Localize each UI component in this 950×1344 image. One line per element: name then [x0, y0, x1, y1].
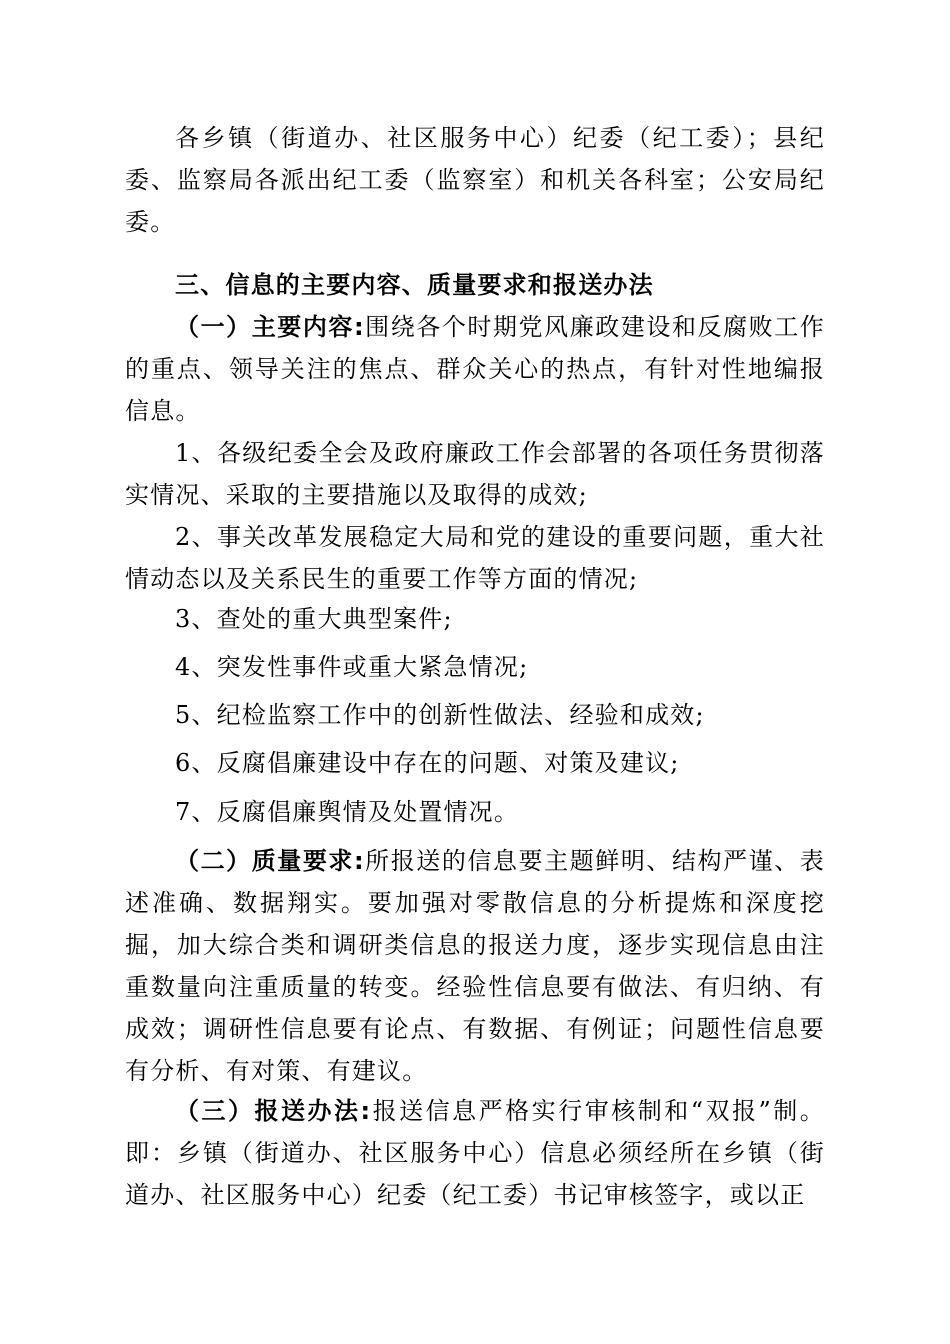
subsection-reporting-method: [125, 1090, 825, 1216]
section-heading-3: 三、信息的主要内容、质量要求和报送办法: [175, 271, 654, 299]
list-item-4: 4、突发性事件或重大紧急情况;: [175, 653, 529, 681]
recipients-paragraph: 各乡镇（街道办、社区服务中心）纪委（纪工委）；县纪委、监察局各派出纪工委（监察室）和机关各科室；公安局纪委。: [125, 124, 825, 236]
list-item-3: 3、查处的重大典型案件;: [175, 605, 453, 633]
subsection-quality-requirements: [125, 840, 825, 1092]
subsection-text: 所报送的信息要主题鲜明、结构严谨、表述准确、数据翔实。要加强对零散信息的分析提炼和深度挖掘，加大综合类和调研类信息的报送力度，逐步实现信息由注重数量向注重质量的转变。经验性信息要有做法、有归纳、有成效；调研性信息要有论点、有数据、有例证；问题性信息要有分析、有对策、有建议。: [125, 847, 825, 1085]
subsection-text: 围绕各个时期党风廉政建设和反腐败工作的重点、领导关注的焦点、群众关心的热点，有针对性地编报信息。: [125, 313, 825, 425]
list-item-7: 7、反腐倡廉舆情及处置情况。: [175, 798, 520, 826]
list-item-5: 5、纪检监察工作中的创新性做法、经验和成效;: [175, 701, 705, 729]
subsection-label: （一）主要内容:: [175, 313, 365, 341]
list-item-2: 2、事关改革发展稳定大局和党的建设的重要问题，重大社情动态以及关系民生的重要工作等方面的情况;: [125, 523, 825, 593]
subsection-main-content: [125, 306, 825, 432]
subsection-text: 报送信息严格实行审核制和“双报”制。即：乡镇（街道办、社区服务中心）信息必须经所在乡镇（街道办、社区服务中心）纪委（纪工委）书记审核签字，或以正: [125, 1097, 825, 1209]
subsection-label: （二）质量要求:: [175, 847, 365, 875]
list-item-1: 1、各级纪委全会及政府廉政工作会部署的各项任务贯彻落实情况、采取的主要措施以及取得的成效;: [125, 439, 825, 509]
subsection-label: （三）报送办法:: [175, 1097, 372, 1125]
list-item-6: 6、反腐倡廉建设中存在的问题、对策及建议;: [175, 749, 680, 777]
